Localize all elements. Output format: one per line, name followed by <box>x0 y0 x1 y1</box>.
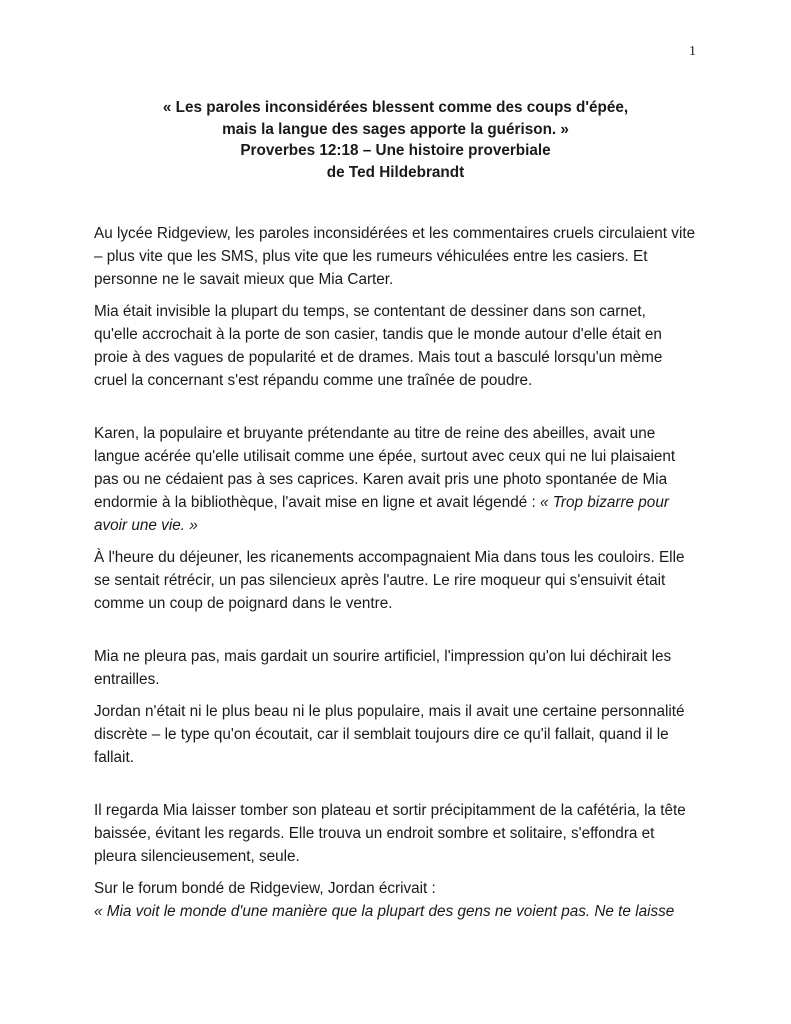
text-line: Il regarda Mia laisser tomber son plateau et sortir précipitamment de la cafétéria, la tête <box>94 802 686 819</box>
document-title <box>0 97 791 183</box>
text-line: – plus vite que les SMS, plus vite que les rumeurs véhiculées entre les casiers. Et <box>94 248 648 265</box>
text-line: baissée, évitant les regards. Elle trouva un endroit sombre et solitaire, s'effondra et <box>94 825 655 842</box>
text-line: Karen, la populaire et bruyante prétendante au titre de reine des abeilles, avait une <box>94 425 656 442</box>
text-line: qu'elle accrochait à la porte de son casier, tandis que le monde autour d'elle était en <box>94 326 662 343</box>
paragraph <box>94 300 714 392</box>
text-line: se sentait rétrécir, un pas silencieux après l'autre. Le rire moqueur qui s'ensuivit était <box>94 572 666 589</box>
text-line: Au lycée Ridgeview, les paroles inconsidérées et les commentaires cruels circulaient vite <box>94 225 696 242</box>
document-body <box>94 222 714 932</box>
text-line: proie à des vagues de popularité et de drames. Mais tout a basculé lorsqu'un mème <box>94 349 663 366</box>
paragraph <box>94 700 714 769</box>
text-line: langue acérée qu'elle utilisait comme une épée, surtout avec ceux qui ne lui plaisaient <box>94 448 676 465</box>
text-line: fallait. <box>94 749 134 766</box>
text-line: pas ou ne cédaient pas à ses caprices. Karen avait pris une photo spontanée de Mia <box>94 471 668 488</box>
text-line: Mia était invisible la plupart du temps, se contentant de dessiner dans son carnet, <box>94 303 646 320</box>
paragraph <box>94 799 714 868</box>
paragraph <box>94 422 714 537</box>
title-line: mais la langue des sages apporte la guérison. » <box>222 120 569 138</box>
text-fragment: endormie à la bibliothèque, l'avait mise en ligne et avait légendé : <box>94 494 536 511</box>
paragraph <box>94 546 714 615</box>
paragraph <box>94 645 714 691</box>
title-line: de Ted Hildebrandt <box>326 163 465 181</box>
text-line: cruel la concernant s'est répandu comme une traînée de poudre. <box>94 372 533 389</box>
text-line: entrailles. <box>94 671 160 688</box>
text-line: discrète – le type qu'on écoutait, car il semblait toujours dire ce qu'il fallait, quand il le <box>94 726 669 743</box>
text-line: Mia ne pleura pas, mais gardait un sourire artificiel, l'impression qu'on lui déchirait les <box>94 648 672 665</box>
text-line: comme un coup de poignard dans le ventre. <box>94 595 393 612</box>
text-line: personne ne le savait mieux que Mia Carter. <box>94 271 394 288</box>
text-line: Jordan n'était ni le plus beau ni le plus populaire, mais il avait une certaine personnalité <box>94 703 685 720</box>
text-line: À l'heure du déjeuner, les ricanements accompagnaient Mia dans tous les couloirs. Elle <box>94 549 685 566</box>
text-line: Sur le forum bondé de Ridgeview, Jordan écrivait : <box>94 880 436 897</box>
paragraph <box>94 877 714 923</box>
text-line <box>94 491 714 514</box>
paragraph <box>94 222 714 291</box>
title-line: Proverbes 12:18 – Une histoire proverbiale <box>240 142 551 159</box>
page-number: 1 <box>689 44 696 59</box>
quote-text: avoir une vie. » <box>94 517 198 534</box>
text-line: pleura silencieusement, seule. <box>94 848 300 865</box>
quote-text: « Mia voit le monde d'une manière que la plupart des gens ne voient pas. Ne te laisse <box>94 903 675 920</box>
quote-text: « Trop bizarre pour <box>539 494 669 511</box>
title-line: « Les paroles inconsidérées blessent comme des coups d'épée, <box>162 99 629 116</box>
